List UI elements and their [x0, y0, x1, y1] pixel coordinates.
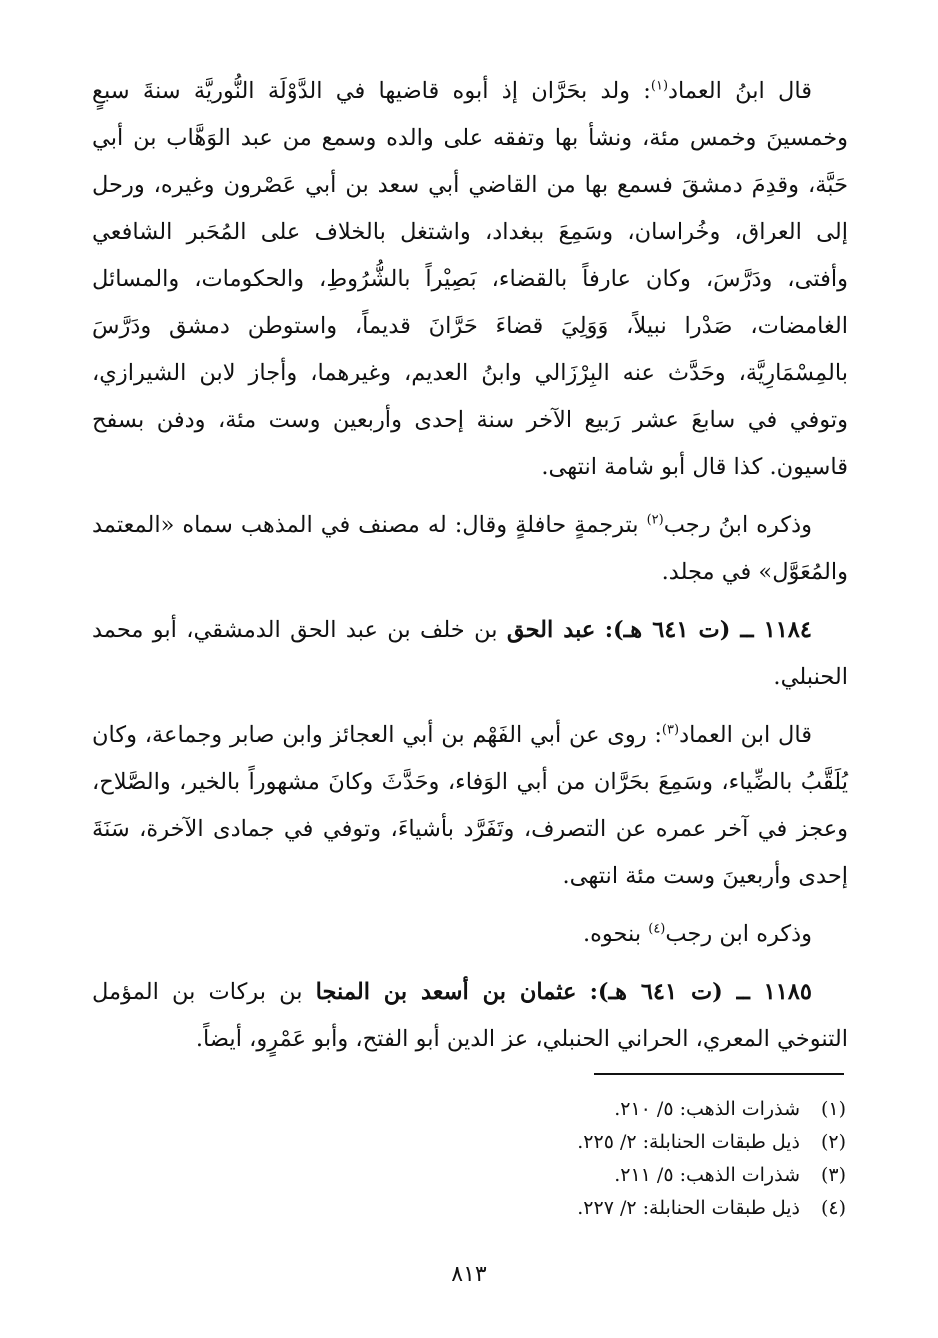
main-text — [92, 68, 848, 1074]
entry-number: ١١٨٥ ــ (ت ٦٤١ هـ): — [589, 979, 812, 1005]
paragraph-ibn-rajab-1 — [92, 502, 848, 596]
footnote-text: شذرات الذهب: ٥/ ٢١٠. — [614, 1098, 800, 1120]
footnote-number: (٣) — [820, 1164, 846, 1186]
footnote-separator — [594, 1073, 844, 1075]
entry-name: عثمان بن أسعد بن المنجا — [315, 979, 577, 1005]
entry-lineage: بن بركات بن المؤمل التنوخي المعري، الحراني الحنبلي، عز الدين أبو الفتح، وأبو عَمْرٍو، أيضاً. — [92, 979, 848, 1052]
entry-number: ١١٨٤ ــ (ت ٦٤١ هـ): — [604, 617, 812, 643]
footnote-reference-2[interactable]: (٢) — [646, 512, 664, 528]
footnote-text: شذرات الذهب: ٥/ ٢١١. — [614, 1164, 800, 1186]
entry-1185 — [92, 969, 848, 1063]
footnote-number: (٢) — [820, 1131, 846, 1153]
footnote-reference-1[interactable]: (١) — [650, 78, 669, 94]
footnote-3 — [90, 1159, 846, 1192]
paragraph-lead: قال ابنُ العماد — [668, 78, 813, 104]
page-number: ٨١٣ — [451, 1262, 487, 1287]
paragraph-body: : ولد بحَرَّان إذ أبوه قاضيها في الدَّوْلَة النُّوريَّة سنةَ سبعٍ وخمسينَ وخمس مئة، ونشأ بها وتفقه على والده وسمع من عبد الوَهَّاب بن أبي حَبَّة، وقدِمَ دمشقَ فسمع بها من القاضي أبي سعد بن أبي عَصْرون وغيره، ورحل إلى العراق، وخُراسان، وسَمِعَ ببغداد، واشتغل بالخلاف على المُحَبر الشافعي وأفتى، ودَرَّسَ، وكان عارفاً بالقضاء، بَصِيْراً بالشُّرُوطِ، والحكومات، والمسائل الغامضات، صَدْرا نبيلاً، وَوَلِيَ قضاءَ حَرَّانَ قديماً، واستوطن دمشق ودَرَّسَ بالمِسْمَارِيَّة، وحَدَّث عنه البِرْزَالي وابنُ العديم، وغيرهما، وأجاز لابن الشيرازي، وتوفي في سابعَ عشر رَبيع الآخر سنة إحدى وأربعين وست مئة، ودفن بسفح قاسيون. كذا قال أبو شامة انتهى. — [92, 78, 848, 480]
footnote-1 — [90, 1093, 846, 1126]
paragraph-lead: وذكره ابن رجب — [665, 921, 812, 947]
entry-lineage: بن خلف بن عبد الحق الدمشقي، أبو محمد الحنبلي. — [92, 617, 848, 690]
footnote-text: ذيل طبقات الحنابلة: ٢/ ٢٢٧. — [577, 1197, 800, 1219]
footnote-number: (١) — [820, 1098, 846, 1120]
footnote-reference-3[interactable]: (٣) — [661, 722, 680, 738]
footnotes — [90, 1093, 846, 1225]
paragraph-ibn-al-imad-2 — [92, 712, 848, 900]
footnote-2 — [90, 1126, 846, 1159]
footnote-text: ذيل طبقات الحنابلة: ٢/ ٢٢٥. — [577, 1131, 800, 1153]
paragraph-body: : روى عن أبي الفَهْم بن أبي العجائز وابن صابر وجماعة، وكان يُلَقَّبُ بالضِّياء، وسَمِعَ بحَرَّان من أبي الوَفاء، وحَدَّثَ وكانَ مشهوراً بالخير، والصَّلاح، وعجز في آخر عمره عن التصرف، وتَفَرَّد بأشياءَ، وتوفي في جمادى الآخرة، سَنَةَ إحدى وأربعينَ وست مئة انتهى. — [92, 722, 848, 889]
paragraph-body: بترجمةٍ حافلةٍ وقال: له مصنف في المذهب سماه «المعتمد والمُعَوَّل» في مجلد. — [92, 512, 848, 585]
paragraph-lead: وذكره ابنُ رجب — [663, 512, 812, 538]
footnote-reference-4[interactable]: (٤) — [648, 921, 666, 937]
paragraph-ibn-al-imad-1 — [92, 68, 848, 491]
footnote-4 — [90, 1192, 846, 1225]
entry-name: عبد الحق — [506, 617, 596, 643]
paragraph-body: بنحوه. — [582, 921, 649, 947]
footnote-number: (٤) — [820, 1197, 846, 1219]
entry-1184 — [92, 607, 848, 701]
paragraph-lead: قال ابن العماد — [679, 722, 812, 748]
paragraph-ibn-rajab-2 — [92, 911, 848, 958]
